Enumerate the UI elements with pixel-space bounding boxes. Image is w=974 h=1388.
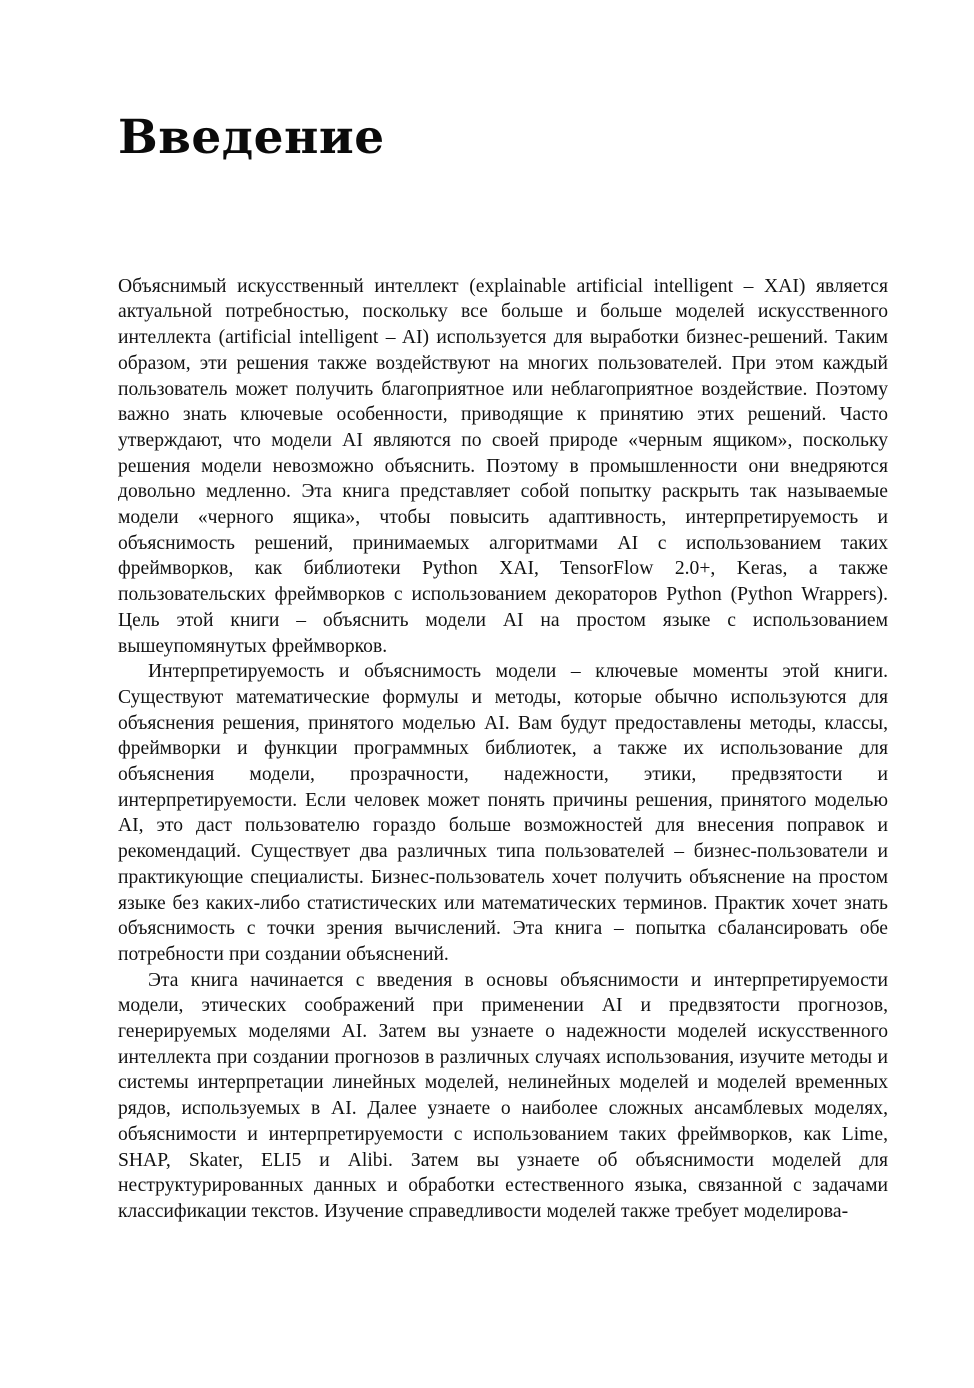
chapter-title: Введение (118, 110, 385, 165)
paragraph-1: Объяснимый искусственный интеллект (explainable artificial intelligent – XAI) является актуальной потребностью, поскольку все больше и больше моделей искусственного интеллекта (artificial intelligent – AI) используется для выработки бизнес-решений. Таким образом, эти решения также воздействуют на многих пользователей. При этом каждый пользователь может получить благоприятное или неблагоприятное воздействие. Поэтому важно знать ключевые особенности, приводящие к принятию этих решений. Часто утверждают, что модели AI являются по своей природе «черным ящиком», поскольку решения модели невозможно объяснить. Поэтому в промышленности они внедряются довольно медленно. Эта книга представляет собой попытку раскрыть так называемые модели «черного ящика», чтобы повысить адаптивность, интерпретируемость и объяснимость решений, принимаемых алгоритмами AI с использованием таких фреймворков, как библиотеки Python XAI, TensorFlow 2.0+, Keras, а также пользовательских фреймворков с использованием декораторов Python (Python Wrappers). Цель этой книги – объяснить модели AI на простом языке с использованием вышеупомянутых фреймворков. (118, 275, 888, 657)
paragraph-2: Интерпретируемость и объяснимость модели – ключевые моменты этой книги. Существуют математические формулы и методы, которые обычно используются для объяснения решения, принятого моделью AI. Вам будут предоставлены методы, классы, фреймворки и функции программных библиотек, а также их использование для объяснения модели, прозрачности, надежности, этики, предвзятости и интерпретируемости. Если человек может понять причины решения, принятого моделью AI, это даст пользователю гораздо больше возможностей для внесения поправок и рекомендаций. Существует два различных типа пользователей – бизнес-пользователи и практикующие специалисты. Бизнес-пользователь хочет получить объяснение на простом языке без каких-либо статистических или математических терминов. Практик хочет знать объяснимость с точки зрения вычислений. Эта книга – попытка сбалансировать обе потребности при создании объяснений. (118, 661, 888, 965)
chapter-body (118, 274, 888, 1225)
paragraph-3: Эта книга начинается с введения в основы объяснимости и интерпретируемости модели, этических соображений при применении AI и предвзятости прогнозов, генерируемых моделями AI. Затем вы узнаете о надежности моделей искусственного интеллекта при создании прогнозов в различных случаях использования, изучите методы и системы интерпретации линейных моделей, нелинейных моделей и моделей временных рядов, используемых в AI. Далее узнаете о наиболее сложных ансамблевых моделях, объяснимости и интерпретируемости с использованием таких фреймворков, как Lime, SHAP, Skater, ELI5 и Alibi. Затем вы узнаете об объяснимости моделей для неструктурированных данных и обработки естественного языка, связанной с задачами классификации текстов. Изучение справедливости моделей также требует моделирова- (118, 969, 888, 1222)
